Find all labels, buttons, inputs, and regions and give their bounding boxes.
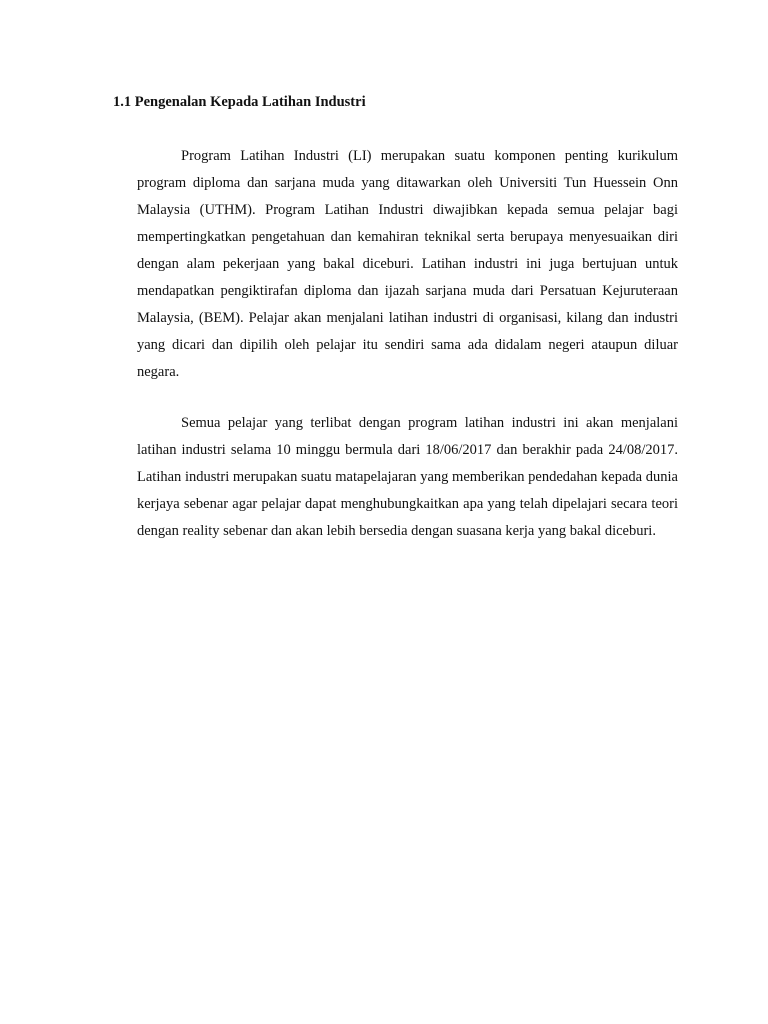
paragraph-introduction: Program Latihan Industri (LI) merupakan suatu komponen penting kurikulum program diploma dan sarjana muda yang ditawarkan oleh Universiti Tun Huessein Onn Malaysia (UTHM). Program Latihan Industri diwajibkan kepada semua pelajar bagi mempertingkatkan pengetahuan dan kemahiran teknikal serta berupaya menyesuaikan diri dengan alam pekerjaan yang bakal diceburi. Latihan industri ini juga bertujuan untuk mendapatkan pengiktirafan diploma dan ijazah sarjana muda dari Persatuan Kejuruteraan Malaysia, (BEM). Pelajar akan menjalani latihan industri di organisasi, kilang dan industri yang dicari dan dipilih oleh pelajar itu sendiri sama ada didalam negeri ataupun diluar negara. bbox=[137, 148, 678, 380]
paragraph-training-details: Semua pelajar yang terlibat dengan program latihan industri ini akan menjalani latihan industri selama 10 minggu bermula dari 18/06/2017 dan berakhir pada 24/08/2017. Latihan industri merupakan suatu matapelajaran yang memberikan pendedahan kepada dunia kerjaya sebenar agar pelajar dapat menghubungkaitkan apa yang telah dipelajari secara teori dengan reality sebenar dan akan lebih bersedia dengan suasana kerja yang bakal diceburi. bbox=[137, 415, 678, 539]
section-heading: 1.1 Pengenalan Kepada Latihan Industri bbox=[113, 94, 366, 110]
